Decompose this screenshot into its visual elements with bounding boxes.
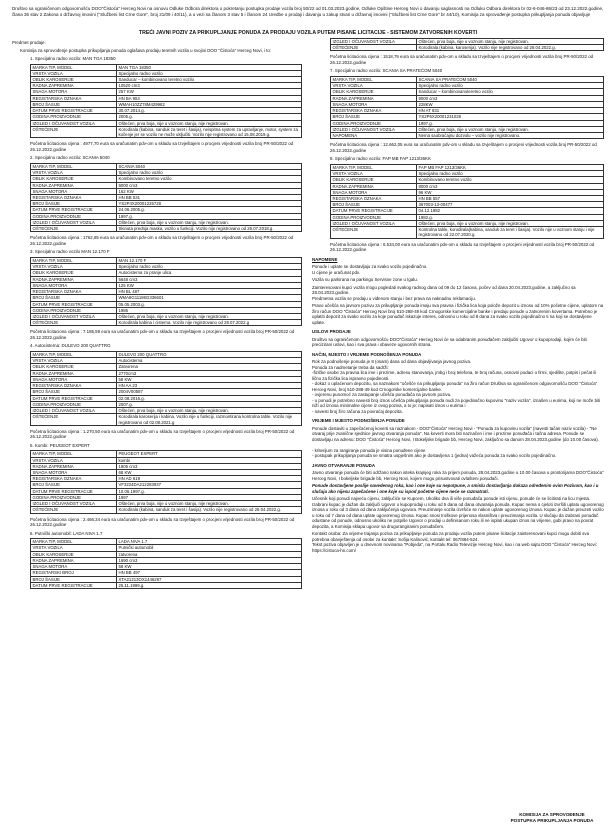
vehicle-spec-table: [30, 257, 302, 327]
spec-value: HN BB 497: [117, 570, 302, 576]
spec-key: VRSTA VOZILA: [331, 171, 417, 177]
spec-key: OBLIK KAROSERIJE: [31, 270, 117, 276]
spec-key: BROJ ŠASIJE: [331, 202, 417, 208]
spec-value: FAP MB FAP 1213/36KK: [417, 164, 604, 170]
time-place-text: Ponude dostaviti u zapečaćenoj koverti sa naznakom - DOO"Čistoća" Herceg Novi - "Ponuda za kupovinu vozila" (navesti tačan naziv vozila) - "Ne otvaraj prije zvanične sjednice javnog otvaranja ponuda". Na koverti mora biti naznačen i ime i prezime ponuđača i tačna adresa. Ponude se dostavljaju na adresu: DOO "Čistoća" Herceg Novi, I Bokeljske brigade bb, Herceg Novi, zaključno sa danom 28.04.2023.godine (do 10.00 časova). - kriterijum za rangiranje ponuda je visina ponuđene cijene - postupak prikupljanja ponuda se smatra uspješnim ako je dostavljena 1 (jedna) važeća ponuda za svako vozilo pojedinačno.: [312, 425, 599, 459]
vehicle-title: 6. Putnički automobil: LADA NIVA 1.7: [30, 530, 103, 536]
spec-value: Autocisterna za pranje ulica: [117, 270, 302, 276]
spec-key: VRSTA VOZILA: [31, 70, 117, 76]
spec-key: SNAGA MOTORA: [31, 282, 117, 288]
spec-key: REGISTARSKA OZNAKA: [331, 195, 417, 201]
conditions-heading: USLOVI PRODAJE: [312, 329, 351, 335]
note-paragraph: Vozila su parkirana na parkingu Servisne zone u Igalu.: [312, 277, 418, 283]
spec-key: BROJ ŠASIJE: [31, 576, 117, 582]
spec-key: BROJ ŠASIJE: [31, 101, 117, 107]
spec-key: BROJ ŠASIJE: [31, 295, 117, 301]
contact-text: Kontakt osoba: Za vrijeme trajanja poziva za prikupljanje ponuda za prodaju vozila putem pisane licitacije zainteresovani kupci mogu dobiti sva potrebna obavještenja od osobe za kontakt: Sofija Kalinović, kontakt tel: 067/884-524. Tekst poziva objavljen je u dnevnom novinama "Pobjeda", na Portalu Radio Televizije Herceg Novi, kao i na web sajtu DOO "Čistoća" Herceg Novi: https://cistoca-hn.com/: [312, 531, 597, 553]
spec-value: 9000 cm3: [117, 182, 302, 188]
note-paragraph: Ponude i uplate se dostavljaju za svako vozilo pojedinačno. U cijene je uračunat pdv.: [312, 264, 428, 275]
spec-key: NAPOMENA: [331, 133, 417, 139]
spec-value: 8000 cm3: [417, 183, 604, 189]
spec-value: 367003-13-00477: [417, 202, 604, 208]
spec-value: Korodirala (kabina, sanduk za teret i šasija). Vozilo nije registrovano od 28.04.2022.g.: [117, 507, 302, 513]
spec-row: [31, 507, 302, 513]
spec-value: Specijalno radno vozilo: [417, 83, 604, 89]
spec-key: SNAGA MOTORA: [331, 101, 417, 107]
spec-key: GODINA PROIZVODNJE: [331, 120, 417, 126]
spec-key: MARKA TIP, MODEL: [31, 539, 117, 545]
spec-value: Korodirala (kabina, sanduk za teret i šasija), neispitna system za upravljanje, motor, system za kočenje jer se vozilo ne može uključiti. Vozilo nije registrovano od 15.08.2019.g.: [117, 126, 302, 137]
intro-paragraph: Društvo sa ograničenom odgovornošću DOO"Čistoća" Herceg Novi na osnovu Odluke Odbora direktora o pokretanju postupka prodaje vozila broj 50/22 od 01.03.2023.godine, Odluke Opštine Herceg Novi o davanju saglasnosti na Odluku Odbora direktora br 02-6-046-86/23 od 23.12.2022.godine, člana 36 stav 2 Zakona o državnoj imovini ("Službeni list Crne Gore", broj 21/09 i 40/11), a u vezi sa članom 3 stav 5 i članom 24 Uredbe o prodaji i davanju u zakup stvari u državnoj imovini ("Službeni list Crne Gore" br 44/10), Komisija za sprovođenje postupka prikupljanja ponuda objavljuje: [12, 6, 604, 17]
spec-value: 02.08.2016.g.: [117, 395, 302, 401]
spec-value: Nema saobraćajnu dozvolu – vozilo nije registrovano.: [417, 133, 604, 139]
spec-value: kombi: [117, 457, 302, 463]
spec-value: Korodirala karoserija i kabina. Vozilo nije u funkciji, razmontirana kontrolna table. Vozilo nije registrovano od 02.08.2021.g: [117, 414, 302, 425]
spec-value: Oštećen, prva boja, nije u voznom stanju, nije registrovan.: [117, 219, 302, 225]
spec-row: [31, 320, 302, 326]
spec-key: REGISTARSKI BROJ: [31, 570, 117, 576]
vehicle-spec-table: [30, 538, 302, 589]
submission-heading: NAČIN, MJESTO I VRIJEME PODNOŠENJA PONUDA: [312, 351, 422, 357]
spec-value: Oštećen, prva boja, nije u voznom stanju, nije registrovan.: [117, 120, 302, 126]
spec-key: DATUM PRVE REGISTRACIJE: [331, 208, 417, 214]
spec-key: OBLIK KAROSERIJE: [31, 76, 117, 82]
spec-key: RADNA ZAPREMINA: [31, 276, 117, 282]
spec-value: 10520 cm3: [117, 83, 302, 89]
spec-value: 24.06.2005.g.: [117, 207, 302, 213]
vehicle-spec-table: [30, 163, 302, 233]
spec-value: Zatvorena: [117, 364, 302, 370]
conditions-text: Društvo sa ograničenom odgovornošću DOO"Čistoća" Herceg Novi će sa odabranim ponuđačem zaključiti Ugovor o kupoprodaji, kojim će biti precizirani uslovi, kao i sva prava i obaveze ugovornih strana.: [312, 336, 587, 348]
spec-key: MARKA TIP, MODEL: [31, 451, 117, 457]
signature-line-2: POSTUPKA PRIKUPLJANJA PONUDA: [510, 818, 594, 824]
spec-value: 162 KW: [117, 188, 302, 194]
spec-value: 04.12.1982: [417, 208, 604, 214]
spec-key: DATUM PRVE REGISTRACIJE: [31, 582, 117, 588]
spec-value: HN BB 557: [417, 195, 604, 201]
spec-value: SCANIA 5040: [117, 163, 302, 169]
spec-key: SNAGA MOTORA: [31, 564, 117, 570]
spec-value: Specijalno radno vozilo: [117, 70, 302, 76]
spec-row: [331, 227, 604, 238]
spec-key: IZGLED I OČUVANOST VOZILA: [331, 220, 417, 226]
spec-row: [331, 45, 604, 51]
spec-key: VRSTA VOZILA: [31, 264, 117, 270]
vehicle-title: 2. Specijalno radno vozilo: SCANIA 5040: [30, 155, 110, 161]
spec-key: OŠTEĆENJE: [31, 226, 117, 232]
spec-value: 1997.g.: [417, 120, 604, 126]
spec-value: 1997.g.: [117, 213, 302, 219]
spec-value: Korodirala kabina i cisterna. Vozilo nije registrovano od 28.07.2022.g: [117, 320, 302, 326]
spec-key: DATUM PRVE REGISTRACIJE: [31, 301, 117, 307]
spec-key: REGISTARSKA OZNAKA: [31, 383, 117, 389]
spec-key: OŠTEĆENJE: [31, 507, 117, 513]
spec-key: IZGLED I OČUVANOST VOZILA: [31, 120, 117, 126]
spec-value: 1690 cm3: [117, 557, 302, 563]
spec-key: REGISTARSKA OZNAKA: [31, 476, 117, 482]
spec-value: 1982.g.: [417, 214, 604, 220]
spec-value: Skinuta prednja maska, vozilo u funkciji. Vozilo nije registrovano od 26.07.2018.g.: [117, 226, 302, 232]
spec-key: GODINA PROIZVODNJE: [31, 307, 117, 313]
spec-value: Specijalno radno vozilo: [117, 264, 302, 270]
spec-key: SNAGA MOTORA: [31, 376, 117, 382]
spec-key: BROJ ŠASIJE: [31, 201, 117, 207]
vehicle-price: Početna licitaciona cijena : 4977,70 eura sa uračunatim pdv-om u skladu sa Izvještajem o procjeni vrijednosti vozila broj PR-50/2022 od 26.12.2022.godine: [30, 141, 294, 152]
spec-key: RADNA ZAPREMINA: [331, 95, 417, 101]
spec-key: DATUM PRVE REGISTRACIJE: [31, 488, 117, 494]
vehicle-list: [12, 56, 302, 589]
vehicle-title: 3. Specijalno radno vozilo MAN 12.170 F: [30, 249, 110, 255]
spec-value: MAN TGA 18350: [117, 64, 302, 70]
spec-key: DATUM PRVE REGISTRACIJE: [31, 207, 117, 213]
buyer-obligations-text: Učesnik koji ponudi najveću cijenu, zaključiće se Kupcem. Ukoliko dva ili više ponuđača ponude isti cijenu, ponude će se licitirati na licu mjesta. Izabrani kupac je dužan da zaključi Ugovor o kupoprodaji u roku od 5 dana od dana otvaranja ponuda. Kupac nema o cjeloti izvršiti uplatu ugovorenog iznosa u roku od 3 dana od dana zaključenja ugovora. Preuzimanje vozila izvršiće se nakon uplate ugovorenog iznosa. Kupac je dužan preuzeti vozilo u roku od 7 dana od dana uplate ugovorenog iznosa. Kupac snosi troškove prijenosa vlasništva i preuzimanja vozila. U slučaju da izabrani ponuđač odustane od ponude, odnosno ukoliko ne potpiše Ugovor o prodaji u definisanom roku ili ne isplati ukupan iznos na vrijeme, gubi pravo na povrat depozita, a Komisija sklapa ugovor sa drugorangiranim ponuđačem.: [312, 496, 604, 529]
vehicle-title: 4. Autocisterna: DULEVO 200 QUATTRO: [30, 343, 111, 349]
vehicle-price: Početna licitaciona cijena : 12.662,05 eura sa uračunatim pdv-om u skladu sa Izvještajem o procjeni vrijednosti vozila broj PR-50/2022 od 26.12.2022.godine: [330, 142, 597, 153]
spec-value: Specijalno radno vozilo: [417, 171, 604, 177]
spec-key: OBLIK KAROSERIJE: [331, 177, 417, 183]
spec-value: 9000 cm3: [417, 95, 604, 101]
spec-value: Oštećen, prva boja, nije u voznom stanju, nije registrovan.: [117, 314, 302, 320]
vehicle-table-continued: [330, 38, 604, 51]
spec-key: IZGLED I OČUVANOST VOZILA: [31, 219, 117, 225]
spec-value: MAN 12.170 F: [117, 257, 302, 263]
public-opening-heading: JAVNO OTVARANJE PONUDA: [312, 462, 376, 468]
time-place-heading: VRIJEME I MJESTO PODNOŠENJA PONUDE: [312, 418, 405, 424]
spec-key: OŠTEĆENJE: [331, 227, 417, 238]
vehicle-title: 7. Specijalno radno vozilo: SCANIA SA PRATEĆOM 5040: [330, 68, 443, 74]
vehicle-price: Početna licitaciona cijena : 2.466,34 eura sa uračunatim pdv-om u skladu sa Izvještajem o procjeni vrijednosti vozila broj PR-50/2022 od 26.12.2022.godine: [30, 516, 295, 528]
spec-value: 30.07.2014.g.: [117, 108, 302, 114]
spec-value: 125 KW: [117, 282, 302, 288]
spec-key: IZGLED I OČUVANOST VOZILA: [31, 408, 117, 414]
spec-key: BROJ ŠASIJE: [31, 389, 117, 395]
spec-value: LADA NIVA 1.7: [117, 539, 302, 545]
spec-key: OBLIK KAROSERIJE: [31, 176, 117, 182]
spec-key: SNAGA MOTORA: [31, 188, 117, 194]
spec-value: HN AT 831: [417, 108, 604, 114]
spec-key: VRSTA VOZILA: [31, 457, 117, 463]
spec-key: RADNA ZAPREMINA: [31, 370, 117, 376]
vehicle-price: Početna licitaciona cijena : 6.534,00 eura sa uračunatim pdv-om u skladu sa Izvještajem o procjeni vrijednosti vozila broj PR-50/2022 od 26.12.2022.godine: [330, 241, 595, 253]
spec-key: DATUM PRVE REGISTRACIJE: [31, 108, 117, 114]
spec-key: SNAGA MOTORA: [31, 469, 117, 475]
spec-value: Oštećen, prva boja, nije u voznom stanju, nije registrovan.: [417, 220, 604, 226]
spec-key: SNAGA MOTORA: [31, 89, 117, 95]
spec-key: IZGLED I OČUVANOST VOZILA: [331, 126, 417, 132]
spec-key: MARKA TIP, MODEL: [31, 257, 117, 263]
late-offers-note: Ponude dostavljene poslije navedenog roka, kao i one koje su nepotpune, a smislu dostavljanja dokaza određenim ovim Pozivom, kao i u slučaju ako nijesu zapečaćene i one koje su ispod početne cijene neće se razmatrati.: [312, 483, 599, 494]
spec-value: 96 KW: [417, 189, 604, 195]
spec-value: 2004V00587: [117, 389, 302, 395]
spec-value: WMA8G11186G336601: [117, 295, 302, 301]
spec-row: [331, 133, 604, 139]
spec-key: BROJ ŠASIJE: [31, 482, 117, 488]
spec-key: GODINA PROIZVODNJE: [31, 494, 117, 500]
spec-key: RADNA ZAPREMINA: [31, 182, 117, 188]
spec-key: RADNA ZAPREMINA: [31, 463, 117, 469]
spec-value: Kombinovano teretno vozilo: [417, 177, 604, 183]
spec-value: Korodirala (kabina, karoserija). Vozilo nije registrovano od 28.04.2022.g.: [417, 45, 604, 51]
spec-row: [31, 126, 302, 137]
spec-key: VRSTA VOZILA: [31, 358, 117, 364]
spec-value: Oštećen, prva boja, nije u voznom stanju, nije registrovan.: [417, 126, 604, 132]
spec-value: 228KW: [417, 101, 604, 107]
spec-key: OŠTEĆENJE: [31, 414, 117, 425]
spec-row: [31, 414, 302, 425]
spec-value: 58 KW: [117, 376, 302, 382]
spec-key: REGISTARSKA OZNAKA: [31, 194, 117, 200]
spec-value: 25.11.1999.g.: [117, 582, 302, 588]
spec-value: Sanducar – kombinovano teretno vozilo: [117, 76, 302, 82]
spec-value: Specijalno radno vozilo: [117, 170, 302, 176]
vehicle-price: Početna licitaciona cijena : 1762,85 eura sa uračunatim pdv-om u skladu sa Izvještajem o procjeni vrijednosti vozila broj PR-50/2022 od 26.12.2022.godine: [30, 235, 294, 246]
spec-value: Oštećen, prva boja, nije u voznom stanju, nije registrovan.: [117, 501, 302, 507]
spec-key: OBLIK KAROSERIJE: [331, 89, 417, 95]
spec-value: HN BA 953: [117, 95, 302, 101]
signature-block: [500, 812, 604, 824]
vehicle-spec-table: [30, 64, 302, 139]
note-paragraph: Zainteresovani kupci vozila mogu pogledati svakog radnog dana od 09 do 12 časova, počev od dana 20.04.2023.godine, a zaključno sa 28.04.2023.godine. Predmetna vozila se prodaju u viđenom stanju i bez prava na naknadnu reklamaciju.: [312, 284, 576, 301]
spec-value: 05.05.2003.g.: [117, 301, 302, 307]
spec-key: MARKA TIP, MODEL: [31, 64, 117, 70]
spec-value: YS2P4X20001225728: [117, 201, 302, 207]
spec-key: OŠTEĆENJE: [31, 320, 117, 326]
spec-key: GODINA PROIZVODNJE: [31, 114, 117, 120]
spec-value: YS2P6X20001231029: [417, 114, 604, 120]
spec-key: VRSTA VOZILA: [31, 170, 117, 176]
spec-value: Kontrolna table, korodirala(kabina, sanduk za teret i šasija). Vozilo nije u voznom stanju i nije registrovano od 22.07.2020.g.: [417, 227, 604, 238]
spec-value: Oštećen, prva boja, nije u voznom stanju, nije registrovan.: [117, 408, 302, 414]
vehicle-title: 5. Kombi: PEUGEOT EXPERT: [30, 442, 90, 448]
spec-value: Autocisterna: [117, 358, 302, 364]
vehicle-spec-table: [30, 450, 302, 513]
submission-text: Rok za podnošenje ponuda je 8 (osam) dana od dana objavljivanja javnog poziva. Ponuda za nadmetanje treba da sadrži: -fizičke osobe za pravna lica ime i prezime, adresu stanovanja, jmbg i broj telefona, te broj računa, osnovni podaci o firmi, sjedište, potpis i pečat ili lično za fizička lica ispravno pojedinosti. - dokaz o uplaćenom depozitu, sa naznakom "učešće na prikupljanju ponuda" na žiro račun Društva sa ograničenom odgovornošću DOO "Čistoća" Herceg Novi, broj 510-288-49 kod Crnogorske komercijalne banke. - ovjerenu punomoć za zastupanje učešća ponuđača na javnom pozivu. - u ponudi je potrebno navesti broj iznos učešća prikupljanja ponuda nudi za pojedinačno kupovinu "naziv vozila", iznašen u eurima, koji ne može biti niži od iznosa minimalne cijene iz ovog poziva, a to je: napisati iznos u eurima i - navesti broj žiro računa za povraćaj depozita.: [312, 359, 601, 414]
spec-value: SCANIA SA PRATEĆOM 5040: [417, 76, 604, 82]
spec-key: GODINA PROIZVODNJE: [31, 213, 117, 219]
spec-value: HN AA 23: [117, 383, 302, 389]
spec-value: 2770cm3: [117, 370, 302, 376]
public-opening-text: Javno otvaranje ponuda će biti održano nakon isteka krajnjeg roka za prijem ponuda, 28.04.2023.godine u 10.00 časova u prostorijama DOO"Čistoća" Herceg Novi, I bokeljske brigade bb, Herceg Novi, kojem mogu prisustvovati ovlašteni ponuđači.: [312, 470, 604, 481]
spec-key: OBLIK KAROSERIJE: [31, 551, 117, 557]
spec-value: HN BL 487: [117, 289, 302, 295]
spec-key: RADNA ZAPREMINA: [31, 83, 117, 89]
spec-value: 5648 cm3: [117, 276, 302, 282]
spec-key: DATUM PRVE REGISTRACIJE: [31, 395, 117, 401]
spec-row: [31, 582, 302, 588]
right-column: [312, 38, 604, 555]
spec-key: MARKA TIP, MODEL: [31, 351, 117, 357]
spec-key: SNAGA MOTORA: [331, 189, 417, 195]
spec-key: IZGLED I OČUVANOST VOZILA: [331, 39, 417, 45]
spec-value: Oštećen, prva boja, nije u voznom stanju, nije registrovan.: [417, 39, 604, 45]
spec-key: VRSTA VOZILA: [31, 545, 117, 551]
subject-text: Komisija za sprovođenje postupka prikupljanja ponuda oglašava prodaju teretnih vozila u svojini DOO "Čistoća" Herceg Novi, i to:: [20, 47, 272, 53]
spec-value: Sanducar – kombinovanoteretno vozilo: [417, 89, 604, 95]
spec-value: Putnički automobil: [117, 545, 302, 551]
spec-key: REGISTARSKA OZNAKA: [331, 108, 417, 114]
left-column: [12, 40, 302, 592]
spec-key: VRSTA VOZILA: [331, 83, 417, 89]
spec-value: 10.06.1997.g.: [117, 488, 302, 494]
document-title: TREĆI JAVNI POZIV ZA PRIKUPLJANJE PONUDA ZA PRODAJU VOZILA PUTEM PISANE LICITACIJE - SISTEMOM ZATVORENIH KOVERTI: [138, 30, 478, 36]
spec-value: 1905 cm3: [117, 463, 302, 469]
spec-value: 2007.g.: [117, 401, 302, 407]
vehicle-spec-table: [330, 164, 604, 239]
spec-key: GODINA PROIZVODNJE: [331, 214, 417, 220]
spec-key: MARKA TIP, MODEL: [331, 164, 417, 170]
spec-value: DULEVO 200 QUATTRO: [117, 351, 302, 357]
spec-value: PEUGEOT EXPERT: [117, 451, 302, 457]
spec-key: MARKA TIP, MODEL: [31, 163, 117, 169]
spec-key: GODINA PROIZVODNJE: [31, 401, 117, 407]
spec-value: Kombinovano teretno vozilo: [117, 176, 302, 182]
spec-key: BROJ ŠASIJE: [331, 114, 417, 120]
spec-key: OŠTEĆENJE: [331, 45, 417, 51]
spec-key: RADNA ZAPREMINA: [331, 183, 417, 189]
spec-key: RADNA ZAPREMINA: [31, 557, 117, 563]
spec-key: REGISTARSKA OZNAKA: [31, 95, 117, 101]
spec-key: REGISTARSKA OZNAKA: [31, 289, 117, 295]
vehicle-list-right: [312, 68, 604, 252]
spec-value: VF3224DA212283937: [117, 482, 302, 488]
subject-label: Predmet prodaje:: [12, 40, 46, 45]
vehicle-title: 8. Specijalno radno vozilo: FAP MB FAP 1213/36KK: [330, 156, 431, 162]
spec-row: [31, 226, 302, 232]
vehicle-spec-table: [330, 76, 604, 139]
vehicle-price: Početna licitaciona cijena : 1.270,50 eura sa uračunatim pdv-om u skladu sa Izvještajem o procjeni vrijednosti vozila broj PR-50/2022 od 26.12.2022.godine: [30, 428, 295, 440]
spec-value: HN BB 531: [117, 194, 302, 200]
vehicle-price: Početna licitaciona cijena : 1518,79 eura sa uračunatim pdv-om u skladu sa Izvještajem o procjeni vrijednosti vozila broj PR-50/2022 od 26.12.2022.godine: [330, 54, 594, 65]
note-paragraph: Pravo učešća na javnom pozivu za prikupljanje ponuda imaju sva pravna i fizička lica koja polože depozit u iznosu od 10% početne cijene, uplatom na žiro račun DOO "Čistoća" Herceg Novi broj 510-288-49 kod Crnogorske komercijalne banke i predaju ponude u zatvorenim kovertama. Potrebno je uplatiti depozit za svako vozilo za koje ponuđač iskazuje interes, odnosno u roku od 8 dana za svako vozilo pojedinačno ti na koji se dostavljene uplate.: [312, 303, 604, 325]
spec-key: IZGLED I OČUVANOST VOZILA: [31, 314, 117, 320]
spec-value: XTA21213OX1446297: [117, 576, 302, 582]
notes-heading: NAPOMENE: [312, 256, 338, 262]
spec-value: 2005.g.: [117, 114, 302, 120]
vehicle-title: 1. Specijalno radno vozilo: MAN TGA 18350: [30, 56, 116, 61]
spec-value: 257 KW: [117, 89, 302, 95]
spec-value: 1985: [117, 307, 302, 313]
spec-value: 58 KW: [117, 564, 302, 570]
spec-key: IZGLED I OČUVANOST VOZILA: [31, 501, 117, 507]
vehicle-spec-table: [30, 351, 302, 426]
spec-value: zatvorena: [117, 551, 302, 557]
signature-line-1: KOMISIJA ZA SPROVOĐENJE: [519, 812, 585, 817]
spec-key: OŠTEĆENJE: [31, 126, 117, 137]
spec-key: MARKA TIP, MODEL: [331, 76, 417, 82]
spec-value: HN AD 619: [117, 476, 302, 482]
spec-key: OBLIK KAROSERIJE: [31, 364, 117, 370]
spec-value: 1997: [117, 494, 302, 500]
notes-section: [312, 264, 604, 325]
spec-value: WMAH10ZZ78M429982: [117, 101, 302, 107]
spec-value: 68 KW: [117, 469, 302, 475]
vehicle-price: Početna licitaciona cijena : 7.185,59 eura sa uračunatim pdv-om u skladu sa Izvještajem o procjeni vrijednosti vozila broj PR-50/2022 od 26.12.2022.godine: [30, 329, 295, 340]
